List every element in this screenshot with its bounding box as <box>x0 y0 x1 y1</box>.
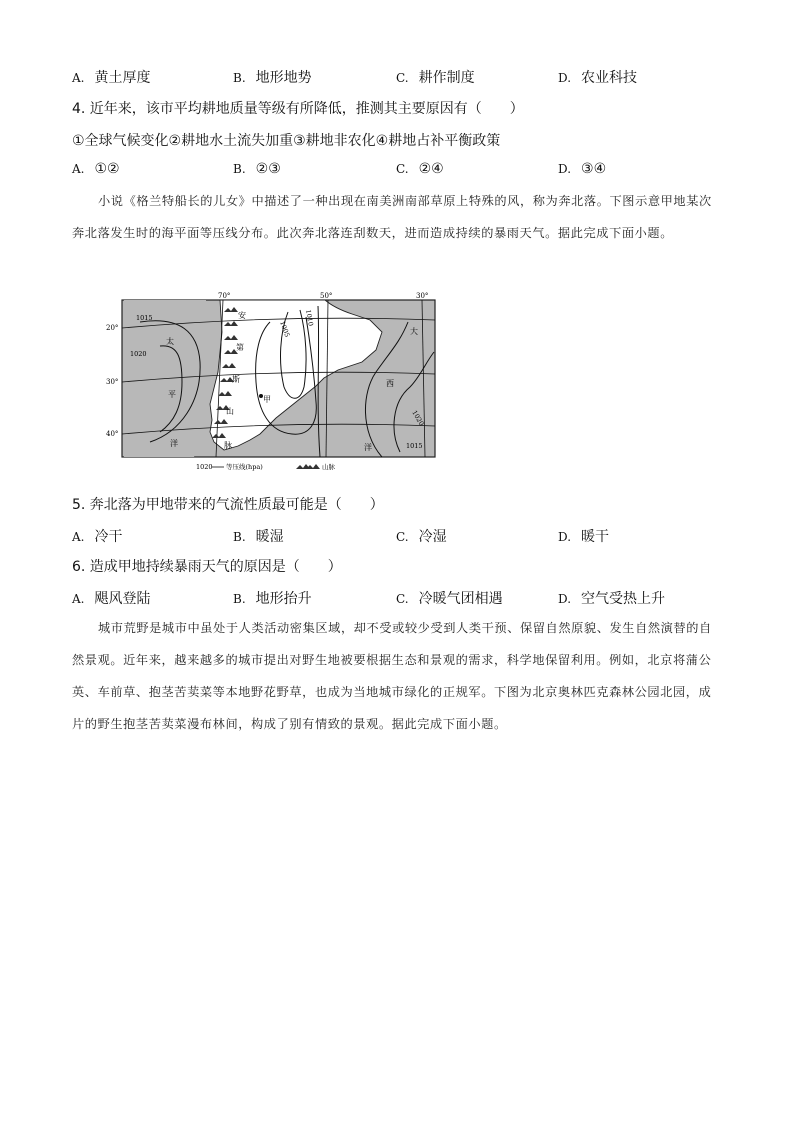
q4-options <box>72 161 712 183</box>
passage-benbeiluo: 小说《格兰特船长的儿女》中描述了一种出现在南美洲南部草原上特殊的风，称为奔北落。下图示意甲地某次奔北落发生时的海平面等压线分布。此次奔北落连刮数天，进而造成持续的暴雨天气。据此完成下面小题。 <box>72 194 712 240</box>
q3-options <box>72 67 712 89</box>
ocean-label: 西 <box>386 379 394 388</box>
q3-option-b[interactable]: B. 地形地势 <box>233 70 312 86</box>
q6-options <box>72 588 712 610</box>
mountain-label: 山 <box>226 407 234 416</box>
mountain-label: 安 <box>238 311 246 320</box>
isobar-value: 1015 <box>406 442 423 450</box>
q3-option-d[interactable]: D. 农业科技 <box>558 70 638 86</box>
mountain-label: 斯 <box>232 375 240 384</box>
mountain-label: 第 <box>236 343 244 352</box>
legend-isobar-value: 1020 <box>196 463 213 471</box>
q5-option-d[interactable]: D. 暖干 <box>558 529 610 545</box>
isobar-value: 1020 <box>130 350 147 358</box>
isobar-map <box>106 292 438 474</box>
legend-mountain-icon <box>306 464 320 469</box>
q6-option-b[interactable]: B. 地形抬升 <box>233 591 312 607</box>
lon-label-30: 30° <box>416 292 429 300</box>
q4-option-b[interactable]: B. ②③ <box>233 161 281 177</box>
passage-urban-wilderness: 城市荒野是城市中虽处于人类活动密集区域，却不受或较少受到人类干预、保留自然原貌、发生自然演替的自然景观。近年来，越来越多的城市提出对野生地被要根据生态和景观的需求，科学地保留利用。例如，北京将蒲公英、车前草、抱茎苦荬菜等本地野花野草，也成为当地城市绿化的正规军。下图为北京奥林匹克森林公园北园，成片的野生抱茎苦荬菜漫布林间，构成了别有情致的景观。据此完成下面小题。 <box>72 621 712 731</box>
q6-option-c[interactable]: C. 冷暖气团相遇 <box>396 591 503 607</box>
point-jia-label: 甲 <box>263 395 271 404</box>
legend-mountain-text: 山脉 <box>322 463 335 471</box>
q4-option-c[interactable]: C. ②④ <box>396 161 444 177</box>
ocean-label: 平 <box>168 390 176 399</box>
isobar-value: 1020 <box>410 409 426 428</box>
lon-label-50: 50° <box>320 292 333 300</box>
isobar-value: 1010 <box>304 308 315 327</box>
lat-label-20: 20° <box>106 324 119 332</box>
q3-option-c[interactable]: C. 耕作制度 <box>396 70 475 86</box>
q4-option-a[interactable]: A. ①② <box>72 161 120 177</box>
q6-option-d[interactable]: D. 空气受热上升 <box>558 591 666 607</box>
isobar-value: 1005 <box>278 319 292 339</box>
q4-stem: 4. 近年来，该市平均耕地质量等级有所降低，推测其主要原因有（ ） <box>72 101 524 117</box>
q5-stem: 5. 奔北落为甲地带来的气流性质最可能是（ ） <box>72 497 384 513</box>
ocean-label: 太 <box>166 337 174 346</box>
ocean-label: 洋 <box>170 439 178 448</box>
ocean-label: 大 <box>410 327 418 336</box>
mountain-label: 脉 <box>224 441 232 450</box>
q5-option-b[interactable]: B. 暖湿 <box>233 529 284 545</box>
q6-option-a[interactable]: A. 飓风登陆 <box>72 591 151 607</box>
q4-option-d[interactable]: D. ③④ <box>558 161 607 177</box>
q5-option-c[interactable]: C. 冷湿 <box>396 529 447 545</box>
q5-options <box>72 526 712 548</box>
q4-items: ①全球气候变化②耕地水土流失加重③耕地非农化④耕地占补平衡政策 <box>72 133 501 149</box>
q5-option-a[interactable]: A. 冷干 <box>72 529 123 545</box>
lon-label-70: 70° <box>218 292 231 300</box>
legend-isobar-text: 等压线(hpa) <box>226 463 263 471</box>
q6-stem: 6. 造成甲地持续暴雨天气的原因是（ ） <box>72 559 342 575</box>
lat-label-40: 40° <box>106 430 119 438</box>
lat-label-30: 30° <box>106 378 119 386</box>
ocean-label: 洋 <box>364 443 372 452</box>
q3-option-a[interactable]: A. 黄土厚度 <box>72 70 151 86</box>
isobar-value: 1015 <box>136 314 153 322</box>
